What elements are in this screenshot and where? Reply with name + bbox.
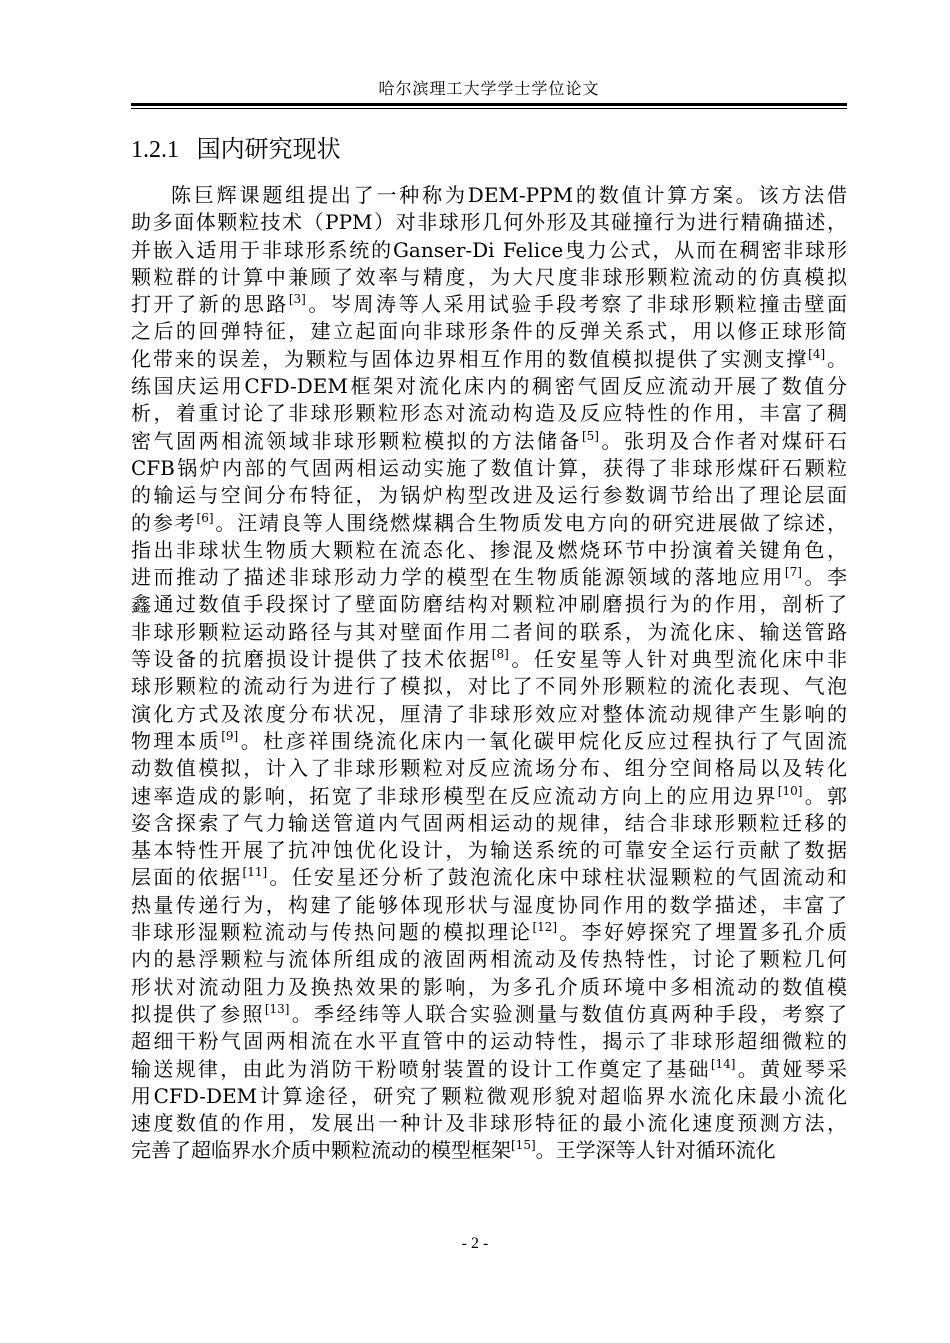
paragraph-line: 演化方式及浓度分布状况，厘清了非球形效应对整体流动规律产生影响的 xyxy=(131,701,847,726)
paragraph-line: 拟提供了参照[13]。季经纬等人联合实验测量与数值仿真两种手段，考察了 xyxy=(131,1001,847,1026)
paragraph-line: 密气固两相流领域非球形颗粒模拟的方法储备[5]。张玥及合作者对煤矸石 xyxy=(131,428,847,453)
citation-marker: [4] xyxy=(808,346,826,361)
paragraph-line: 析，着重讨论了非球形颗粒形态对流动构造及反应特性的作用，丰富了稠 xyxy=(131,401,847,426)
citation-marker: [3] xyxy=(288,292,306,307)
citation-marker: [13] xyxy=(264,1001,290,1016)
paragraph-line: 化带来的误差，为颗粒与固体边界相互作用的数值模拟提供了实测支撑[4]。 xyxy=(131,346,847,371)
section-number: 1.2.1 xyxy=(131,137,179,163)
paragraph-line: 完善了超临界水介质中颗粒流动的模型框架[15]。王学深等人针对循环流化 xyxy=(131,1138,776,1163)
paragraph-line: 球形颗粒的流动行为进行了模拟，对比了不同外形颗粒的流化表现、气泡 xyxy=(131,674,847,699)
paragraph-line: 并嵌入适用于非球形系统的Ganser-Di Felice曳力公式，从而在稠密非球形 xyxy=(131,237,847,262)
paragraph-line: 之后的回弹特征，建立起面向非球形条件的反弹关系式，用以修正球形简 xyxy=(131,319,847,344)
page-number: - 2 - xyxy=(461,1235,489,1252)
citation-marker: [8] xyxy=(491,647,509,662)
citation-marker: [6] xyxy=(196,510,214,525)
citation-marker: [7] xyxy=(784,565,802,580)
paragraph-line: 的输运与空间分布特征，为锅炉构型改进及运行参数调节给出了理论层面 xyxy=(131,483,847,508)
citation-marker: [9] xyxy=(221,728,239,743)
citation-marker: [14] xyxy=(710,1056,736,1071)
citation-marker: [15] xyxy=(511,1138,536,1153)
paragraph-line: 动数值模拟，计入了非球形颗粒对反应流场分布、组分空间格局以及转化 xyxy=(131,756,847,781)
header-rule-thin xyxy=(131,108,847,109)
paragraph-line: 基本特性开展了抗冲蚀优化设计，为输送系统的可靠安全运行贡献了数据 xyxy=(131,838,847,863)
paragraph-line: 物理本质[9]。杜彦祥围绕流化床内一氧化碳甲烷化反应过程执行了气固流 xyxy=(131,728,847,753)
paragraph-line: 颗粒群的计算中兼顾了效率与精度，为大尺度非球形颗粒流动的仿真模拟 xyxy=(131,264,847,289)
paragraph-line: 层面的依据[11]。任安星还分析了鼓泡流化床中球柱状湿颗粒的气固流动和 xyxy=(131,865,847,890)
paragraph-line: 热量传递行为，构建了能够体现形状与湿度协同作用的数学描述，丰富了 xyxy=(131,892,847,917)
paragraph-line: 等设备的抗磨损设计提供了技术依据[8]。任安星等人针对典型流化床中非 xyxy=(131,647,847,672)
paragraph-line: 形状对流动阻力及换热效果的影响，为多孔介质环境中多相流动的数值模 xyxy=(131,974,847,999)
paragraph-line: 速度数值的作用，发展出一种计及非球形特征的最小流化速度预测方法， xyxy=(131,1111,847,1136)
citation-marker: [12] xyxy=(532,920,558,935)
paragraph-line: 练国庆运用CFD-DEM框架对流化床内的稠密气固反应流动开展了数值分 xyxy=(131,374,847,399)
paragraph-line: 非球形湿颗粒流动与传热问题的模拟理论[12]。李好婷探究了埋置多孔介质 xyxy=(131,920,847,945)
paragraph-line: 陈巨辉课题组提出了一种称为DEM-PPM的数值计算方案。该方法借 xyxy=(171,183,847,207)
header-rule-thick xyxy=(131,103,847,106)
paragraph-line: 助多面体颗粒技术（PPM）对非球形几何外形及其碰撞行为进行精确描述， xyxy=(131,210,847,235)
paragraph-line: CFB锅炉内部的气固两相运动实施了数值计算，获得了非球形煤矸石颗粒 xyxy=(131,455,847,480)
paragraph-line: 非球形颗粒运动路径与其对壁面作用二者间的联系，为流化床、输送管路 xyxy=(131,619,847,644)
paragraph-line: 的参考[6]。汪靖良等人围绕燃煤耦合生物质发电方向的研究进展做了综述， xyxy=(131,510,847,535)
paragraph-line: 内的悬浮颗粒与流体所组成的液固两相流动及传热特性，讨论了颗粒几何 xyxy=(131,947,847,972)
paragraph-line: 打开了新的思路[3]。岑周涛等人采用试验手段考察了非球形颗粒撞击壁面 xyxy=(131,292,847,317)
citation-marker: [10] xyxy=(777,783,803,798)
paragraph-line: 用CFD-DEM计算途径，研究了颗粒微观形貌对超临界水流化床最小流化 xyxy=(131,1083,847,1108)
paragraph-line: 进而推动了描述非球形动力学的模型在生物质能源领域的落地应用[7]。李 xyxy=(131,565,847,590)
paragraph-line: 鑫通过数值手段探讨了壁面防磨结构对颗粒冲刷磨损行为的作用，剖析了 xyxy=(131,592,847,617)
paragraph-line: 姿含探索了气力输送管道内气固两相运动的规律，结合非球形颗粒迁移的 xyxy=(131,810,847,835)
citation-marker: [5] xyxy=(581,428,599,443)
paragraph-line: 超细干粉气固两相流在水平直管中的运动特性，揭示了非球形超细微粒的 xyxy=(131,1029,847,1054)
running-header: 哈尔滨理工大学学士学位论文 xyxy=(378,79,600,98)
paragraph-line: 输送规律，由此为消防干粉喷射装置的设计工作奠定了基础[14]。黄娅琴采 xyxy=(131,1056,847,1081)
section-title: 国内研究现状 xyxy=(196,135,341,163)
body-paragraph xyxy=(131,182,847,1165)
paragraph-line: 速率造成的影响，拓宽了非球形模型在反应流动方向上的应用边界[10]。郭 xyxy=(131,783,847,808)
section-heading xyxy=(131,133,341,166)
paragraph-line: 指出非球状生物质大颗粒在流态化、掺混及燃烧环节中扮演着关键角色， xyxy=(131,537,847,562)
citation-marker: [11] xyxy=(242,865,268,880)
